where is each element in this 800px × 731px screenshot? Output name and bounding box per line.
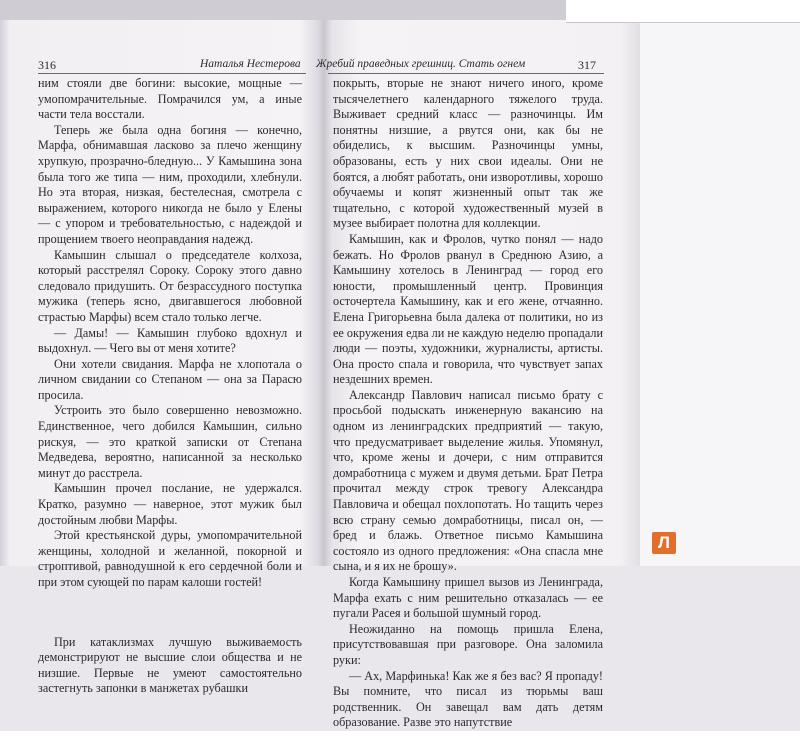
paragraph: — Ах, Марфинька! Как же я без вас? Я пропаду! Вы помните, что писал из тюрьмы ваш родственник. Он завещал вам дать детям образование. Разве это напутствие — [333, 668, 603, 730]
paragraph: При катаклизмах лучшую выживаемость демонстрируют не высшие слои общества и не низшие. Первые не умеют самостоятельно застегнуть запонки в манжетах рубашки — [38, 634, 302, 696]
paragraph: Когда Камышину пришел вызов из Ленинграда, Марфа ехать с ним решительно отказалась — ее пугали Расея и большой шумный город. — [333, 575, 603, 621]
left-header-rule — [38, 73, 306, 74]
scanner-bed — [640, 0, 800, 566]
paragraph: Александр Павлович написал письмо брату с просьбой подыскать инженерную вакансию на одном из ленинградских предприятий — такую, что предусматривает выделение жилья. Упомянул, что, кроме жены и дочери, с ним отправится домработница с мужем и двумя детьми. Брат Петра прочитал между строк тревогу Александра Павловича и обещал похлопотать. Но тащить через всю страну семью домработницы, писал он, — бред и блажь. Ответное письмо Камышина состояло из одного предложения: «Она спасла мне сына, и я их не брошу». — [333, 387, 603, 574]
paragraph: Этой крестьянской дуры, умопомрачительной женщины, холодной и желанной, покорной и строптивой, равнодушной к его сердечной боли и при этом сующей по парам калоши гостей! — [38, 528, 302, 589]
paragraph: Устроить это было совершенно невозможно. Единственное, чего добился Камышин, сильно рискуя, — это краткой записки от Степана Медведева, вероятно, написанной за несколько минут до расстрела. — [38, 403, 302, 480]
paragraph: покрыть, вторые не знают ничего иного, кроме тысячелетнего календарного тяжелого труда. Выживает средний класс — разночинцы. Им понятны низшие, а рвутся они, как бы не обиделись, к высшим. Разночинцы умны, образованы, есть у них свои идеалы. Они не боятся, а любят работать, они изворотливы, хорошо обучаемы и копят жизненный опыт так же тщательно, с которой художественный музей в музее выбирает полотна для коллекции. — [333, 76, 603, 231]
paragraph: Камышин, как и Фролов, чутко понял — надо бежать. Но Фролов рванул в Среднюю Азию, а Камышину хотелось в Ленинград — город его юности, промышленный центр. Провинция осточертела Камышину, как и его жене, отчаянно. Елена Григорьевна была далека от политики, но из ее окружения едва ли не каждую неделю пропадали люди — поэты, художники, журналисты, артисты. Она просто спала и говорила, что чувствует запах нездешних времен. — [333, 231, 603, 387]
left-running-head: Наталья Нестерова — [200, 58, 301, 70]
paragraph: Неожиданно на помощь пришла Елена, присутствовавшая при разговоре. Она заломила руки: — [333, 621, 603, 667]
left-page-body — [38, 76, 302, 697]
paragraph: Камышин прочел послание, не удержался. Кратко, разумно — наверное, этот мужик был достойным любви Марфы. — [38, 481, 302, 527]
right-page-number: 317 — [578, 58, 596, 72]
left-page-number: 316 — [38, 58, 56, 72]
paragraph: Они хотели свидания. Марфа не хлопотала о личном свидании со Степаном — она за Парасю просила. — [38, 356, 302, 402]
right-page-body — [333, 76, 603, 731]
paragraph: ним стояли две богини: высокие, мощные — умопомрачительные. Помрачился ум, а иные части тела восстали. — [38, 76, 302, 122]
paragraph: — Дамы! — Камышин глубоко вдохнул и выдохнул. — Чего вы от меня хотите? — [38, 325, 302, 356]
publisher-logo-icon: Л — [652, 532, 676, 554]
section-break — [38, 591, 302, 635]
paper-tab — [566, 0, 800, 23]
right-running-head: Жребий праведных грешниц. Стать огнем — [316, 58, 526, 70]
right-header-rule — [328, 73, 604, 74]
paragraph: Камышин слышал о председателе колхоза, который расстрелял Сороку. Сороку этого давно следовало придушить. От безрассудного поступка мужика (теперь ясно, двигавшегося любовной страстью Марфы) всем стало только легче. — [38, 247, 302, 324]
paragraph: Теперь же была одна богиня — конечно, Марфа, обнимавшая ласково за плечо женщину хрупкую, прозрачно-бледную... У Камышина зона была того же типа — ним, проходили, хлебнули. Но эта вторая, низкая, бестелесная, смотрела с выражением, которого никогда не было у Елены — с упором и требовательностью, с надеждой и прощением твоего неоправдания надежд. — [38, 122, 302, 246]
